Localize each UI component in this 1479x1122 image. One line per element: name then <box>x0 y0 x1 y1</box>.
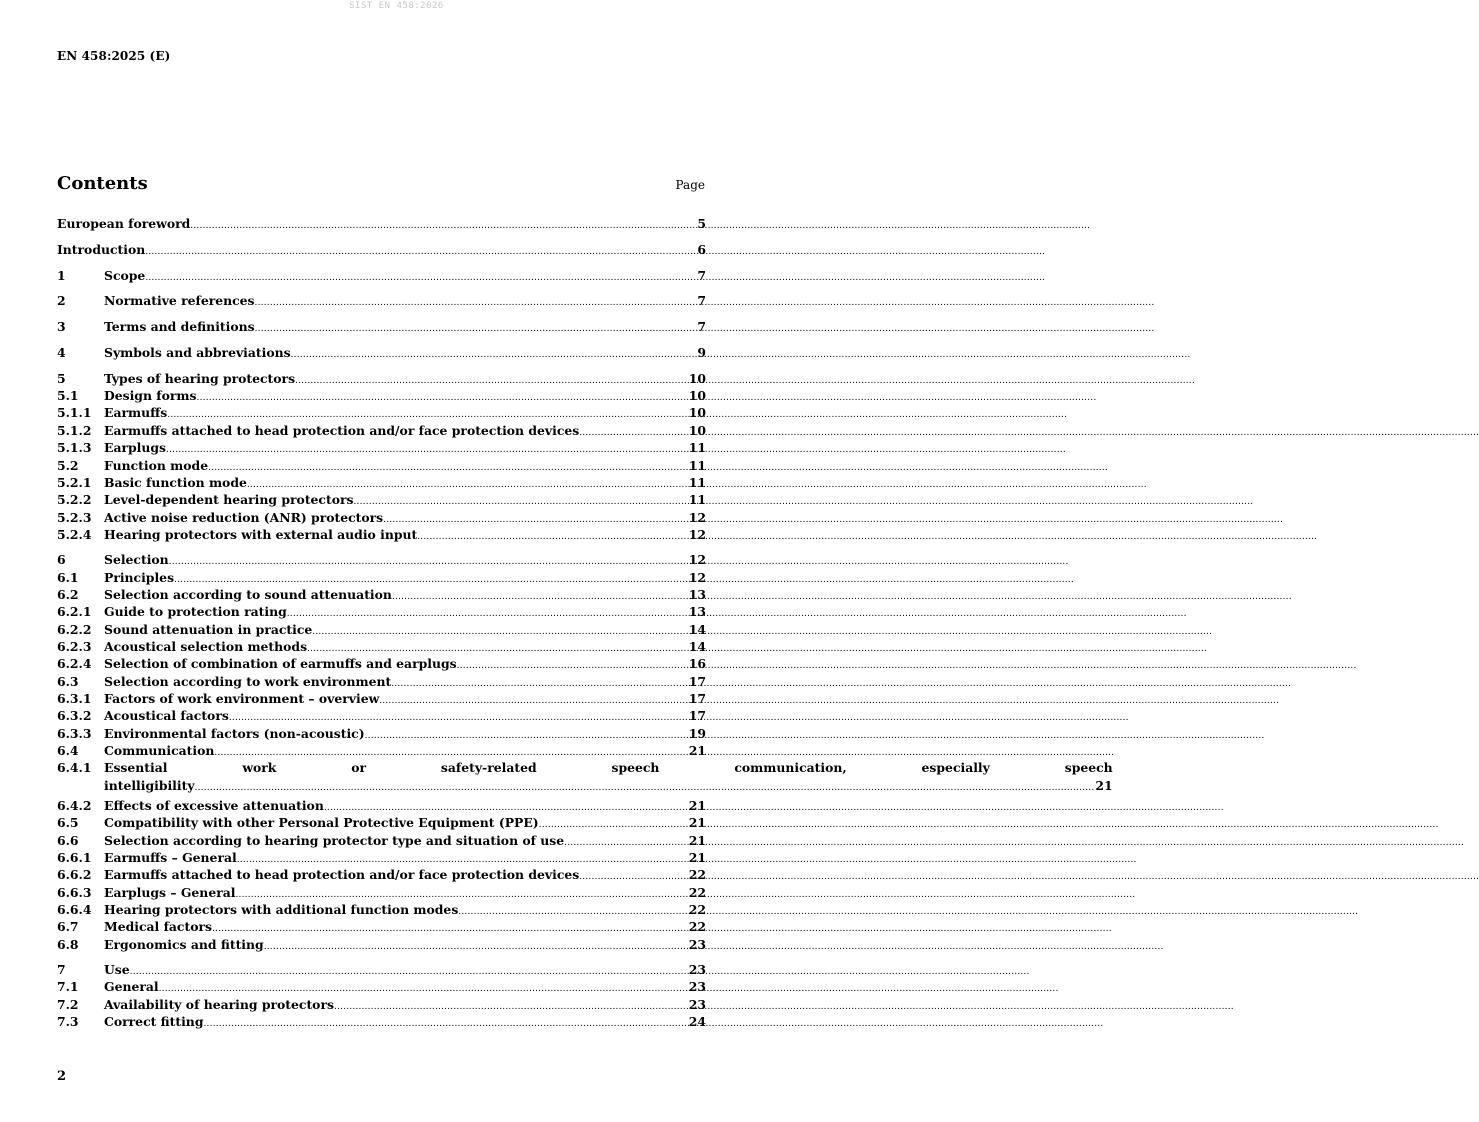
toc-entry-page: 10 <box>688 405 706 421</box>
toc-entry[interactable] <box>57 215 706 232</box>
toc-entry[interactable] <box>57 336 706 362</box>
toc-entry-number: 6.3.1 <box>57 690 92 706</box>
dot-leader <box>145 267 696 287</box>
toc-entry[interactable] <box>57 603 706 620</box>
toc-entry-number: 5.1.2 <box>57 422 92 438</box>
toc-entry[interactable] <box>57 491 706 508</box>
toc-entry-title: Earplugs – General <box>104 884 236 900</box>
toc-entry-page: 7 <box>697 319 706 335</box>
toc-entry-number: 6.6.2 <box>57 867 92 883</box>
toc-entry-title: Level-dependent hearing protectors <box>104 492 354 508</box>
page-column-label: Page <box>675 178 705 192</box>
toc-entry-title: Availability of hearing protectors <box>104 996 334 1012</box>
dot-leader <box>195 777 1095 797</box>
toc-entry-number: 6.1 <box>57 569 79 585</box>
toc-entry-page: 17 <box>688 708 706 724</box>
toc-entry-title: Use <box>104 962 130 978</box>
toc-entry-number: 6.2.3 <box>57 638 92 654</box>
toc-entry-title: Earmuffs – General <box>104 850 237 866</box>
toc-entry-number: 5.2.4 <box>57 526 92 542</box>
toc-entry[interactable] <box>57 814 706 831</box>
toc-entry-title: Selection according to work environment <box>104 673 392 689</box>
document-identifier: EN 458:2025 (E) <box>57 49 171 63</box>
toc-entry-title: Medical factors <box>104 919 212 935</box>
toc-entry-number: 6.4 <box>57 743 79 758</box>
toc-entry[interactable] <box>57 742 706 759</box>
toc-entry[interactable] <box>57 866 706 883</box>
toc-entry-title: Hearing protectors with additional function modes <box>104 902 459 918</box>
toc-entry[interactable] <box>57 707 706 724</box>
toc-entry-title-continuation: intelligibility <box>104 777 195 793</box>
toc-entry-title: Earmuffs attached to head protection and/or face protection devices <box>104 422 580 438</box>
toc-entry[interactable] <box>57 551 706 568</box>
toc-entry-number: 6.3 <box>57 673 79 689</box>
toc-entry-page: 6 <box>697 241 706 257</box>
toc-entry-page: 24 <box>688 1014 706 1030</box>
toc-entry-number: 1 <box>57 267 66 283</box>
watermark: SIST EN 458:2026 <box>349 1 444 11</box>
toc-entry-number: 5 <box>57 370 66 386</box>
toc-entry-title: Guide to protection rating <box>104 604 287 620</box>
toc-entry-page: 22 <box>688 867 706 883</box>
toc-entry-page: 13 <box>688 604 706 620</box>
toc-entry-title: Earmuffs attached to head protection and/or face protection devices <box>104 867 580 883</box>
toc-entry-title: Sound attenuation in practice <box>104 621 313 637</box>
toc-entry-title: Hearing protectors with external audio input <box>104 526 418 542</box>
toc-entry[interactable] <box>57 439 706 456</box>
toc-entry[interactable] <box>57 961 706 978</box>
toc-entry-page: 14 <box>688 621 706 637</box>
toc-entry-page: 11 <box>688 440 706 456</box>
contents-heading: Contents <box>57 173 148 194</box>
toc-entry-number: 6.6.4 <box>57 902 92 918</box>
toc-entry[interactable] <box>57 638 706 655</box>
toc-entry[interactable] <box>57 918 706 935</box>
toc-entry[interactable] <box>57 258 706 284</box>
toc-entry-page: 16 <box>688 656 706 672</box>
toc-entry-title: Earmuffs <box>104 405 168 421</box>
toc-entry-page: 10 <box>688 422 706 438</box>
dot-leader <box>417 526 688 546</box>
toc-entry[interactable] <box>57 474 706 491</box>
toc-entry-number: 3 <box>57 319 66 335</box>
toc-entry[interactable] <box>57 310 706 336</box>
toc-entry-page: 12 <box>688 569 706 585</box>
toc-entry[interactable] <box>57 422 706 439</box>
toc-entry-page: 11 <box>688 474 706 490</box>
toc-entry[interactable] <box>57 387 706 404</box>
toc-entry[interactable] <box>57 569 706 586</box>
dot-leader <box>190 215 696 235</box>
toc-entry[interactable] <box>57 509 706 526</box>
toc-entry-page: 11 <box>688 457 706 473</box>
toc-entry[interactable] <box>57 621 706 638</box>
toc-entry-page: 23 <box>688 936 706 952</box>
toc-entry-number: 6.2 <box>57 586 79 602</box>
toc-entry-page: 21 <box>688 815 706 831</box>
page-number: 2 <box>57 1069 67 1084</box>
toc-entry-title: Selection according to hearing protector type and situation of use <box>104 832 565 848</box>
toc-entry-title: Earplugs <box>104 440 167 456</box>
toc-entry[interactable] <box>57 1013 706 1030</box>
toc-entry-page: 7 <box>697 293 706 309</box>
toc-entry-title: Effects of excessive attenuation <box>104 798 324 814</box>
toc-entry-number: 5.2.3 <box>57 509 92 525</box>
toc-entry-number: 6.2.2 <box>57 621 92 637</box>
toc-entry[interactable] <box>57 586 706 603</box>
toc-entry-page: 7 <box>697 267 706 283</box>
toc-entry-number: 6.2.4 <box>57 656 92 672</box>
toc-entry-number: 5.1 <box>57 388 79 404</box>
dot-leader <box>255 292 697 312</box>
toc-entry[interactable] <box>57 996 706 1013</box>
toc-entry-number: 7.2 <box>57 996 79 1012</box>
toc-entry-title: Correct fitting <box>104 1014 204 1030</box>
toc-entry[interactable] <box>57 884 706 901</box>
toc-entry-title: General <box>104 979 159 995</box>
toc-entry[interactable] <box>57 797 706 814</box>
toc-entry-title: Design forms <box>104 388 197 404</box>
dot-leader <box>203 1013 687 1033</box>
toc-entry-number: 5.2.1 <box>57 474 92 490</box>
toc-entry-page: 22 <box>688 884 706 900</box>
toc-entry[interactable] <box>57 759 1113 797</box>
toc-entry-title: Symbols and abbreviations <box>104 344 291 360</box>
toc-entry-title: Selection according to sound attenuation <box>104 586 392 602</box>
toc-entry-number: 6.5 <box>57 815 79 831</box>
toc-entry-page: 21 <box>688 850 706 866</box>
toc-entry-number: 6.8 <box>57 936 79 952</box>
toc-entry-number: 7.1 <box>57 979 79 995</box>
toc-entry[interactable] <box>57 404 706 421</box>
toc-entry[interactable] <box>57 690 706 707</box>
toc-entry-number: 6.7 <box>57 919 79 935</box>
dot-leader <box>291 344 697 364</box>
toc-entry-page: 23 <box>688 979 706 995</box>
toc-entry-title: Function mode <box>104 457 209 473</box>
toc-entry-page: 23 <box>688 962 706 978</box>
toc-entry-number: 6.6.1 <box>57 850 92 866</box>
toc-entry[interactable] <box>57 901 706 918</box>
toc-entry-page: 17 <box>688 690 706 706</box>
toc-entry[interactable] <box>57 725 706 742</box>
toc-entry-title: Principles <box>104 569 175 585</box>
dot-leader <box>145 241 696 261</box>
toc-entry-page: 23 <box>688 996 706 1012</box>
toc-entry-number: 6.4.2 <box>57 798 92 814</box>
toc-entry-number: 5.2 <box>57 457 79 473</box>
toc-entry-title: Selection <box>104 552 169 568</box>
toc-entry-title: Terms and definitions <box>104 319 255 335</box>
toc-entry-page: 14 <box>688 638 706 654</box>
toc-entry-title: Active noise reduction (ANR) protectors <box>104 509 384 525</box>
dot-leader <box>255 318 697 338</box>
toc-entry-title: Normative references <box>104 293 255 309</box>
toc-entry-page: 10 <box>688 370 706 386</box>
toc-entry-number: 6.2.1 <box>57 604 92 620</box>
toc-entry-title: Environmental factors (non-acoustic) <box>104 725 365 741</box>
toc-entry-title: Ergonomics and fitting <box>104 936 264 952</box>
toc-entry[interactable] <box>57 284 706 310</box>
toc-entry-number: 6.3.2 <box>57 708 92 724</box>
toc-entry[interactable] <box>57 849 706 866</box>
toc-entry-page: 9 <box>697 344 706 360</box>
toc-entry-page: 21 <box>1095 777 1113 793</box>
toc-entry-number: 5.1.1 <box>57 405 92 421</box>
toc-entry-number: 7.3 <box>57 1014 79 1030</box>
toc-entry-number: 6.4.1 <box>57 760 92 776</box>
toc-entry-title: Types of hearing protectors <box>104 370 296 386</box>
toc-entry-number: 6.3.3 <box>57 725 92 741</box>
toc-entry-number: 6.6 <box>57 832 79 848</box>
toc-entry-page: 22 <box>688 902 706 918</box>
table-of-contents <box>57 215 1113 1031</box>
toc-entry-title: Compatibility with other Personal Protective Equipment (PPE) <box>104 815 539 831</box>
toc-entry[interactable] <box>57 655 706 672</box>
toc-entry[interactable] <box>57 978 706 995</box>
toc-entry-page: 13 <box>688 586 706 602</box>
toc-entry[interactable] <box>57 936 706 953</box>
toc-entry-number: 2 <box>57 293 66 309</box>
toc-entry-page: 21 <box>688 743 706 758</box>
toc-entry[interactable] <box>57 673 706 690</box>
toc-entry-number: 4 <box>57 344 66 360</box>
toc-entry-number: 6.6.3 <box>57 884 92 900</box>
toc-entry-title: Selection of combination of earmuffs and earplugs <box>104 656 457 672</box>
toc-entry-title: Scope <box>104 267 146 283</box>
toc-entry[interactable] <box>57 832 706 849</box>
toc-entry-number: 5.2.2 <box>57 492 92 508</box>
toc-entry-title: European foreword <box>57 216 191 231</box>
toc-entry-page: 10 <box>688 388 706 404</box>
toc-entry[interactable] <box>57 361 706 387</box>
toc-entry-title: Acoustical factors <box>104 708 229 724</box>
toc-entry-number: 5.1.3 <box>57 440 92 456</box>
toc-entry-page: 12 <box>688 552 706 568</box>
toc-entry-number: 6 <box>57 552 66 568</box>
toc-entry-page: 5 <box>697 216 706 231</box>
toc-entry-title: Acoustical selection methods <box>104 638 308 654</box>
toc-entry-title: Introduction <box>57 241 146 257</box>
toc-entry-page: 12 <box>688 526 706 542</box>
toc-entry-title: Essential work or safety-related speech communication, especially speech <box>104 760 1113 776</box>
toc-entry-page: 19 <box>688 725 706 741</box>
toc-entry-title: Factors of work environment – overview <box>104 690 380 706</box>
toc-entry-page: 21 <box>688 832 706 848</box>
toc-entry-page: 22 <box>688 919 706 935</box>
toc-entry-page: 17 <box>688 673 706 689</box>
toc-entry-page: 11 <box>688 492 706 508</box>
toc-entry-title: Communication <box>104 743 215 758</box>
toc-entry-page: 12 <box>688 509 706 525</box>
toc-entry-title: Basic function mode <box>104 474 247 490</box>
toc-entry[interactable] <box>57 232 706 258</box>
toc-entry-number: 7 <box>57 962 66 978</box>
toc-entry[interactable] <box>57 526 706 543</box>
toc-entry-page: 21 <box>688 798 706 814</box>
toc-entry[interactable] <box>57 457 706 474</box>
dot-leader <box>264 936 688 956</box>
